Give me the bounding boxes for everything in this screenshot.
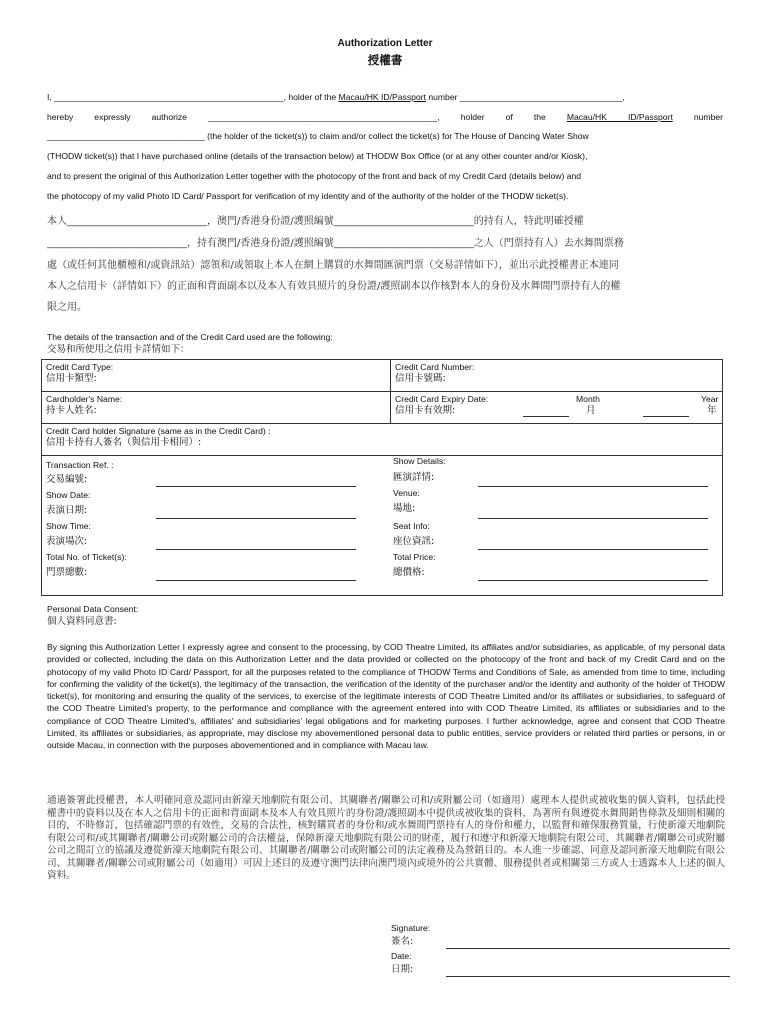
intro-line-3: _________________________________ (the holder of the ticket(s)) to claim and/or collect the ticket(s) for The House of Dancing Water Show: [47, 131, 589, 141]
intro-zh-line-3: 處（或任何其他櫃檯和/或資訊站）認領和/或領取上本人在網上購買的水舞間匯演門票（交易詳情如下），並出示此授權書正本連同: [47, 260, 619, 271]
intro-zh-line-4: 本人之信用卡（詳情如下）的正面和背面副本以及本人有效具照片的身份證/護照副本以作核對本人的身份及水舞間門票持有人的權: [47, 281, 621, 292]
intro-text: hereby expressly authorize ________________________________________________, holder of the: [47, 112, 567, 122]
card-signature-label-chinese: 信用卡持有人簽名（與信用卡相同）:: [46, 437, 202, 448]
transaction-details-cell: [42, 456, 723, 596]
total-tickets-field-line[interactable]: [156, 580, 356, 581]
total-tickets-label: Total No. of Ticket(s):: [46, 552, 127, 562]
show-time-label: Show Time:: [46, 521, 91, 531]
card-number-label-chinese: 信用卡號碼:: [395, 373, 446, 384]
year-label-chinese: 年: [707, 405, 717, 416]
intro-text: number: [672, 112, 723, 122]
details-heading: The details of the transaction and of the Credit Card used are the following:: [47, 332, 333, 342]
expiry-date-label-chinese: 信用卡有效期:: [395, 405, 456, 416]
intro-line-4: (THODW ticket(s)) that I have purchased online (details of the transaction below) at THODW Box Office (or at any other counter and/or Kiosk),: [47, 151, 588, 161]
card-number-cell[interactable]: [391, 360, 723, 392]
card-type-cell[interactable]: [42, 360, 391, 392]
consent-heading: Personal Data Consent:: [47, 604, 139, 614]
id-type-underlined: Macau/HK ID/Passport: [338, 92, 426, 102]
intro-text: number __________________________________,: [425, 92, 625, 102]
month-label-chinese: 月: [586, 405, 596, 416]
credit-card-table: [41, 359, 723, 596]
intro-line-5: and to present the original of this Authorization Letter together with the photocopy of the front and back of my Credit Card (details below) and: [47, 171, 582, 181]
show-details-field-line[interactable]: [478, 486, 708, 487]
card-signature-label: Credit Card holder Signature (same as in the Credit Card) :: [46, 426, 271, 436]
year-label: Year: [701, 394, 719, 404]
card-number-label: Credit Card Number:: [395, 362, 475, 372]
consent-body: By signing this Authorization Letter I expressly agree and consent to the processing, by COD Theatre Limited, its affiliates and/or subsidiaries, as applicable, of my personal data provided or collected, including the data on this Authorization Letter and the data provided or collected on the photocopy of the front and back of my Credit Card and on the photocopy of my valid Photo ID Card/ Passport, for all the purposes related to the compliance of THODW Terms and Conditions of Sale, as amended from time to time, including for confirming the validity of the ticket(s), the legitimacy of the transaction, the verification of the identity of the purchaser and/or the identity and authority of the holder of THODW ticket(s), for monitoring and ensuring the quality of the services, to exercise of the legitimate interests of COD Theatre Limited and/or its affiliates or subsidiaries, to safeguard of the COD Theatre Limited's property, to the performance and compliance with the agreement entered into with COD Theatre Limited, its affiliates or subsidiaries and to the compliance of COD Theatre Limited's, affiliates' and subsidiaries' legal obligations and for marketing purposes. I further acknowledge, agree and consent that COD Theatre Limited, its affiliates or subsidiaries, as appropriate, may disclose my abovementioned personal data to public entities, service providers or related third parties or persons, in or outside Macau, in connection with the purposes abovementioned and in compliance with Macau law.: [47, 642, 725, 751]
document-title: Authorization Letter: [337, 38, 433, 49]
venue-label-chinese: 場地:: [393, 503, 416, 514]
signature-label: Signature:: [391, 923, 431, 933]
card-type-label: Credit Card Type:: [46, 362, 114, 372]
signature-field-line[interactable]: [446, 948, 730, 949]
cardholder-name-label: Cardholder's Name:: [46, 394, 123, 404]
details-heading-chinese: 交易和所使用之信用卡詳情如下：: [47, 344, 190, 355]
venue-label: Venue:: [393, 488, 420, 498]
show-date-label-chinese: 表演日期:: [46, 505, 88, 516]
seat-info-field-line[interactable]: [478, 549, 708, 550]
card-signature-cell[interactable]: [42, 424, 723, 456]
intro-line-6: the photocopy of my valid Photo ID Card/ Passport for verification of my identity and of the authority of the holder of the THODW ticket(s).: [47, 191, 569, 201]
show-date-field-line[interactable]: [156, 518, 356, 519]
show-time-field-line[interactable]: [156, 549, 356, 550]
year-field-line[interactable]: [643, 416, 689, 417]
date-field-line[interactable]: [446, 976, 730, 977]
show-date-label: Show Date:: [46, 490, 91, 500]
intro-zh-line-5: 限之用。: [47, 302, 87, 313]
intro-zh-line-1: 本人____________________________，澳門/香港身份證/護照編號____________________________的持有人，特此明確授權: [47, 216, 584, 227]
date-label: Date:: [391, 951, 412, 961]
venue-field-line[interactable]: [478, 518, 708, 519]
show-details-label-chinese: 匯演詳情:: [393, 472, 435, 483]
intro-zh-line-2: ____________________________，持有澳門/香港身份證/護照編號____________________________之人（門票持有人）去水舞間票務: [47, 238, 624, 249]
transaction-ref-label: Transaction Ref. :: [46, 460, 114, 470]
expiry-date-label: Credit Card Expiry Date:: [395, 394, 489, 404]
cardholder-name-label-chinese: 持卡人姓名:: [46, 405, 97, 416]
total-price-label: Total Price:: [393, 552, 436, 562]
date-label-chinese: 日期:: [391, 964, 414, 975]
consent-heading-chinese: 個人資料同意書:: [47, 616, 117, 627]
signature-label-chinese: 簽名:: [391, 936, 414, 947]
total-tickets-label-chinese: 門票總數:: [46, 567, 88, 578]
total-price-field-line[interactable]: [478, 580, 708, 581]
show-time-label-chinese: 表演場次:: [46, 536, 88, 547]
transaction-ref-label-chinese: 交易編號:: [46, 474, 88, 485]
total-price-label-chinese: 總價格:: [393, 567, 425, 578]
seat-info-label: Seat Info:: [393, 521, 430, 531]
cardholder-name-cell[interactable]: [42, 392, 391, 424]
id-type-underlined: Macau/HK ID/Passport: [566, 112, 673, 122]
consent-body-chinese: 通過簽署此授權書，本人明確同意及認同由新濠天地劇院有限公司、其關聯者/關聯公司和/或附屬公司（如適用）處理本人提供或被收集的個人資料，包括此授權書中的資料以及在本人之信用卡的正面和背面副本及本人有效具照片的身份證/護照副本中提供或被收集的資料，為著所有與遵從水舞間銷售條款及細則相關的目的，不時修訂，包括確認門票的有效性，交易的合法性，核對購買者的身份和/或水舞間門票持有人的身份和權力，以監督和確保服務質量，行使新濠天地劇院有限公司和/或其關聯者/關聯公司或附屬公司的合法權益，保障新濠天地劇院有限公司的財產，履行和遵守和新濠天地劇院有限公司、其關聯者/關聯公司或附屬公司之間訂立的協議及遵從新濠天地劇院有限公司、其關聯者/關聯公司或附屬公司的法定義務及為營銷目的。本人進一步確認、同意及認同新濠天地劇院有限公司、其關聯者/關聯公司或附屬公司（如適用）可因上述目的及遵守澳門法律向澳門境內或境外的公共實體、服務提供者或相關第三方或人士透露本人上述的個人資料。: [47, 795, 725, 881]
month-field-line[interactable]: [523, 416, 569, 417]
document-title-chinese: 授權書: [367, 53, 403, 67]
intro-line-1: [47, 92, 723, 103]
intro-text: I, ________________________________________________, holder of the: [47, 92, 339, 102]
transaction-ref-field-line[interactable]: [156, 486, 356, 487]
show-details-label: Show Details:: [393, 456, 446, 466]
card-type-label-chinese: 信用卡類型:: [46, 373, 97, 384]
month-label: Month: [576, 394, 600, 404]
intro-line-2: [47, 112, 723, 123]
seat-info-label-chinese: 座位資訊:: [393, 536, 435, 547]
expiry-date-cell[interactable]: [391, 392, 723, 424]
